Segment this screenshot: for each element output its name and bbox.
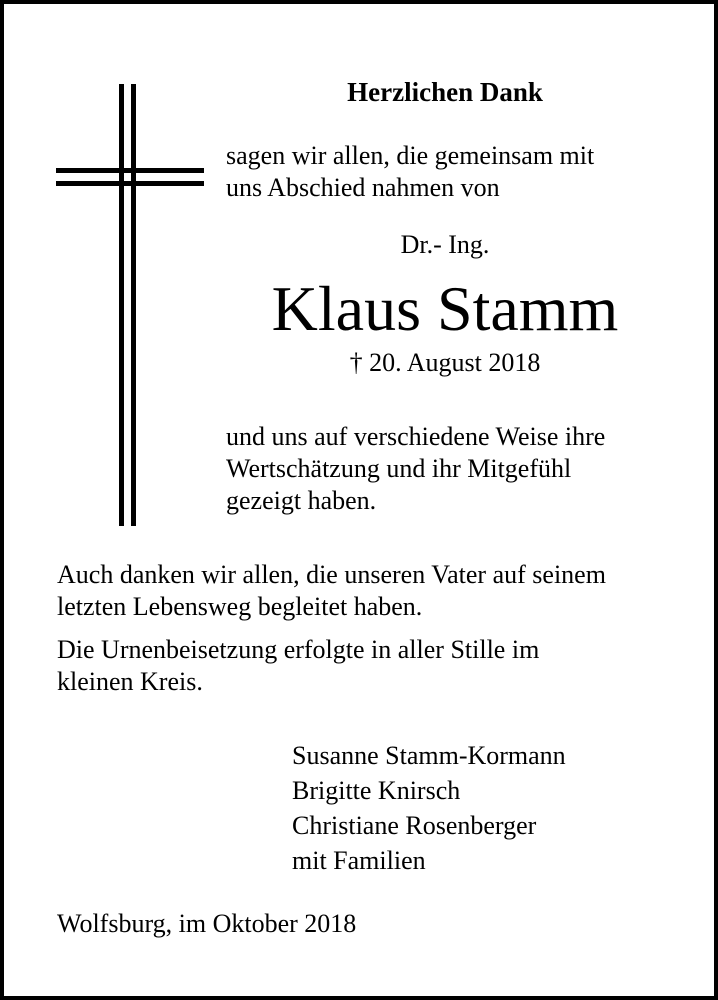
notice-title: Herzlichen Dank [347,77,543,107]
signature-name: Christiane Rosenberger [292,811,537,840]
intro-line: sagen wir allen, die gemeinsam mit [226,141,595,170]
appreciation-line: und uns auf verschiedene Weise ihre [226,422,606,451]
place-and-date: Wolfsburg, im Oktober 2018 [57,909,357,938]
signature-name: Susanne Stamm-Kormann [292,741,566,770]
academic-degree: Dr.- Ing. [400,230,490,259]
deceased-name: Klaus Stamm [271,273,619,344]
thanks-paragraph [57,559,606,623]
thanks-line: Auch danken wir allen, die unseren Vater auf seinem [57,560,606,589]
intro-line: uns Abschied nahmen von [226,173,500,202]
cross-vertical-bar-right [131,84,136,526]
appreciation-text [226,421,605,517]
burial-line: kleinen Kreis. [57,667,203,696]
signature-name: mit Familien [292,846,426,875]
thanks-line: letzten Lebensweg begleitet haben. [57,592,423,621]
signature-name: Brigitte Knirsch [292,776,461,805]
cross-horizontal-bar-bottom [56,181,204,186]
death-date: † 20. August 2018 [349,348,541,377]
cross-icon [56,84,204,526]
intro-text [226,140,594,204]
cross-vertical-bar-left [119,84,124,526]
appreciation-line: Wertschätzung und ihr Mitgefühl [226,454,572,483]
appreciation-line: gezeigt haben. [226,486,377,515]
cross-horizontal-bar-top [56,168,204,173]
burial-paragraph [57,634,539,698]
signatures-list [292,738,566,878]
burial-line: Die Urnenbeisetzung erfolgte in aller Stille im [57,635,540,664]
